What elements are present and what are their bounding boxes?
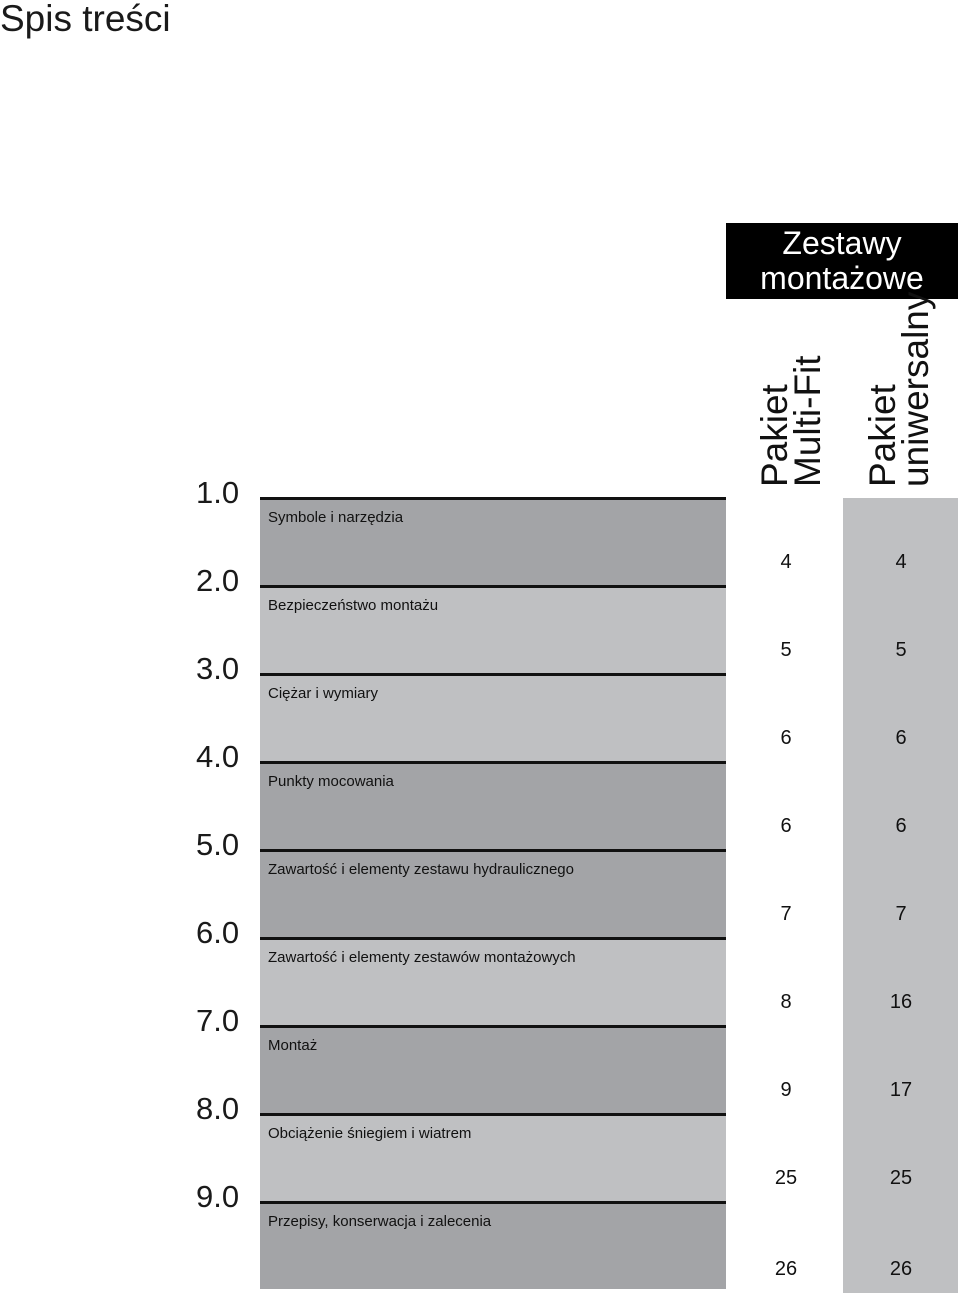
toc-row[interactable] — [0, 1079, 960, 1201]
page-number-multifit: 25 — [774, 1167, 798, 1189]
section-title[interactable]: Obciążenie śniegiem i wiatrem — [268, 1125, 472, 1142]
page-number-universal: 6 — [895, 815, 907, 837]
page-number-multifit: 6 — [780, 727, 792, 749]
section-number: 7.0 — [196, 1003, 240, 1038]
page-number-multifit: 8 — [780, 991, 792, 1013]
toc-row[interactable] — [0, 639, 960, 761]
page-title: Spis treści — [0, 0, 171, 39]
section-title[interactable]: Zawartość i elementy zestawów montażowych — [268, 949, 576, 966]
section-number: 1.0 — [196, 475, 240, 510]
column-header-multifit-line1: Pakiet — [754, 384, 795, 487]
section-number: 5.0 — [196, 827, 240, 862]
section-title[interactable]: Punkty mocowania — [268, 773, 394, 790]
kits-header — [726, 223, 958, 299]
kits-header-line2: montażowe — [760, 260, 924, 296]
section-number: 8.0 — [196, 1091, 240, 1126]
section-title[interactable]: Montaż — [268, 1037, 318, 1054]
column-header-universal-line1: Pakiet — [862, 384, 903, 487]
column-header-universal-line2: uniwersalny — [895, 291, 936, 487]
page-number-universal: 7 — [895, 903, 907, 925]
toc-row[interactable] — [0, 551, 960, 673]
page-number-multifit: 4 — [780, 551, 792, 573]
page-number-universal: 17 — [889, 1079, 913, 1101]
section-number: 9.0 — [196, 1179, 240, 1214]
page-number-universal: 6 — [895, 727, 907, 749]
page-number-multifit: 7 — [780, 903, 792, 925]
page-number-universal: 16 — [889, 991, 913, 1013]
section-title[interactable]: Przepisy, konserwacja i zalecenia — [268, 1213, 492, 1230]
page-number-multifit: 9 — [780, 1079, 792, 1101]
column-header-multifit — [754, 355, 828, 487]
section-title[interactable]: Zawartość i elementy zestawu hydraulicznego — [268, 861, 574, 878]
section-number: 4.0 — [196, 739, 240, 774]
page-number-multifit: 5 — [780, 639, 792, 661]
row-band — [260, 1028, 726, 1113]
toc-row[interactable] — [0, 903, 960, 1025]
page-number-universal: 5 — [895, 639, 907, 661]
page-number-universal: 26 — [889, 1258, 913, 1280]
page-number-universal: 25 — [889, 1167, 913, 1189]
section-number: 6.0 — [196, 915, 240, 950]
last-page-numbers — [0, 1258, 960, 1288]
section-number: 3.0 — [196, 651, 240, 686]
toc-row[interactable] — [0, 815, 960, 937]
page-number-multifit: 6 — [780, 815, 792, 837]
section-number: 2.0 — [196, 563, 240, 598]
page-number-multifit: 26 — [774, 1258, 798, 1280]
section-title[interactable]: Bezpieczeństwo montażu — [268, 597, 439, 614]
section-title[interactable]: Symbole i narzędzia — [268, 509, 404, 526]
kits-header-line1: Zestawy — [782, 225, 902, 261]
page-number-universal: 4 — [895, 551, 907, 573]
section-title[interactable]: Ciężar i wymiary — [268, 685, 379, 702]
toc-row[interactable] — [0, 475, 960, 585]
toc-row[interactable] — [0, 727, 960, 849]
column-header-universal — [862, 291, 936, 487]
column-header-multifit-line2: Multi-Fit — [787, 355, 828, 487]
toc-row[interactable] — [0, 991, 960, 1113]
